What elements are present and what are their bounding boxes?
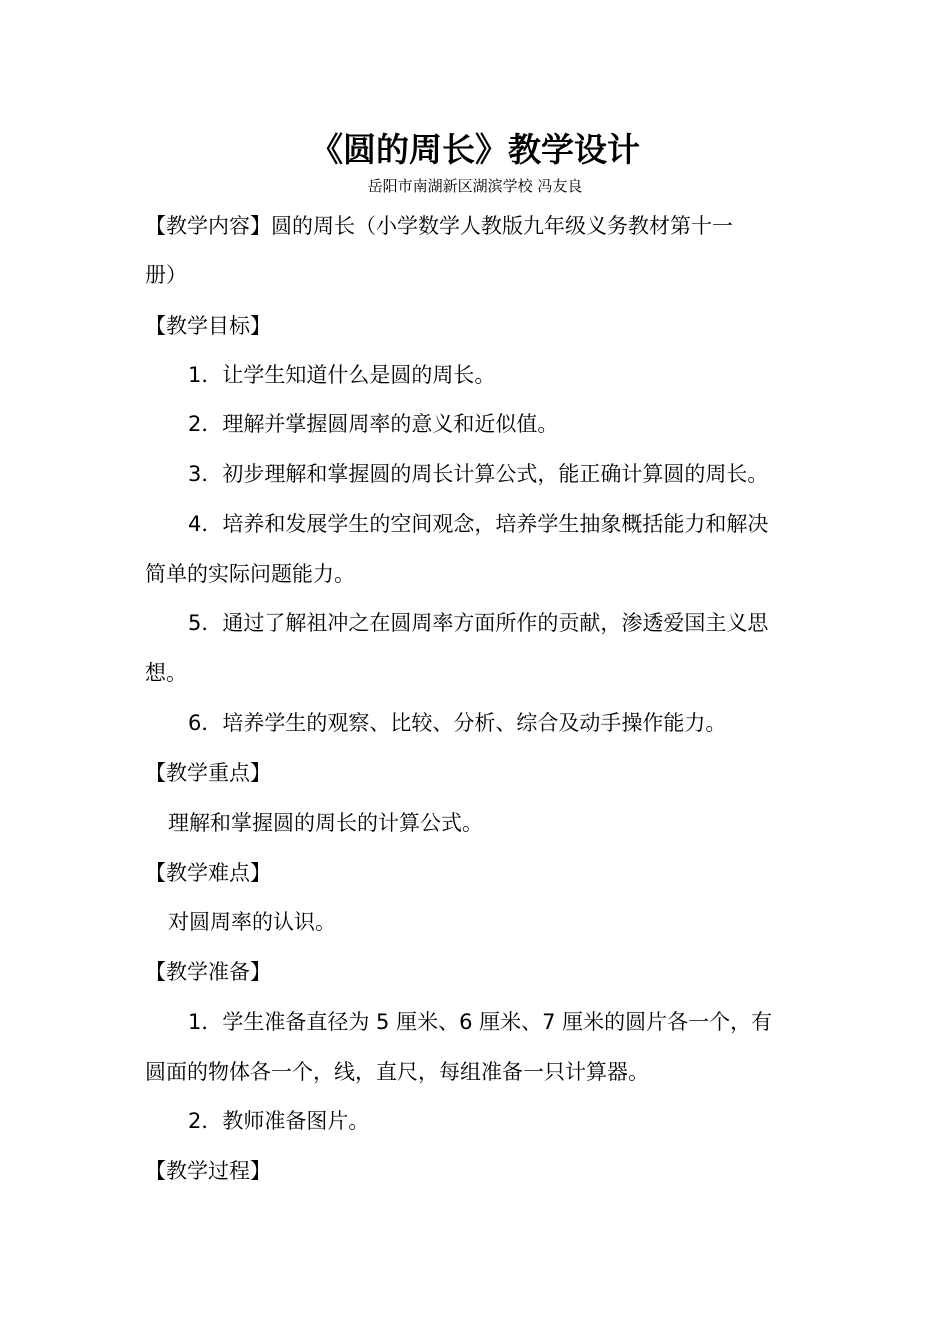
section-heading-focus: 【教学重点】: [145, 761, 271, 785]
goal-item-2: 2．理解并掌握圆周率的意义和近似值。: [188, 412, 559, 436]
document-title: 《圆的周长》教学设计: [310, 130, 640, 169]
goal-item-5: 5．通过了解祖冲之在圆周率方面所作的贡献，渗透爱国主义思: [188, 611, 769, 635]
content-text-continued: 册）: [145, 263, 187, 287]
goal-item-5-continued: 想。: [145, 661, 187, 685]
section-heading-goals: 【教学目标】: [145, 314, 271, 338]
section-heading-preparation: 【教学准备】: [145, 960, 271, 984]
preparation-item-2: 2．教师准备图片。: [188, 1109, 370, 1133]
preparation-item-1: 1．学生准备直径为 5 厘米、6 厘米、7 厘米的圆片各一个，有: [188, 1010, 773, 1034]
preparation-item-1-continued: 圆面的物体各一个，线，直尺，每组准备一只计算器。: [145, 1060, 649, 1084]
difficulty-text: 对圆周率的认识。: [168, 910, 336, 934]
section-heading-content: 【教学内容】: [145, 214, 271, 238]
goal-item-4-continued: 简单的实际问题能力。: [145, 562, 355, 586]
focus-text: 理解和掌握圆的周长的计算公式。: [168, 811, 483, 835]
goal-item-4: 4．培养和发展学生的空间观念，培养学生抽象概括能力和解决: [188, 512, 769, 536]
content-text: 圆的周长（小学数学人教版九年级义务教材第十一: [271, 214, 733, 238]
goal-item-1: 1．让学生知道什么是圆的周长。: [188, 363, 496, 387]
section-heading-process: 【教学过程】: [145, 1159, 271, 1183]
goal-item-3: 3．初步理解和掌握圆的周长计算公式，能正确计算圆的周长。: [188, 462, 769, 486]
content-line: [145, 211, 733, 241]
section-heading-difficulty: 【教学难点】: [145, 861, 271, 885]
goal-item-6: 6．培养学生的观察、比较、分析、综合及动手操作能力。: [188, 711, 727, 735]
author-byline: 岳阳市南湖新区湖滨学校 冯友良: [367, 177, 583, 195]
